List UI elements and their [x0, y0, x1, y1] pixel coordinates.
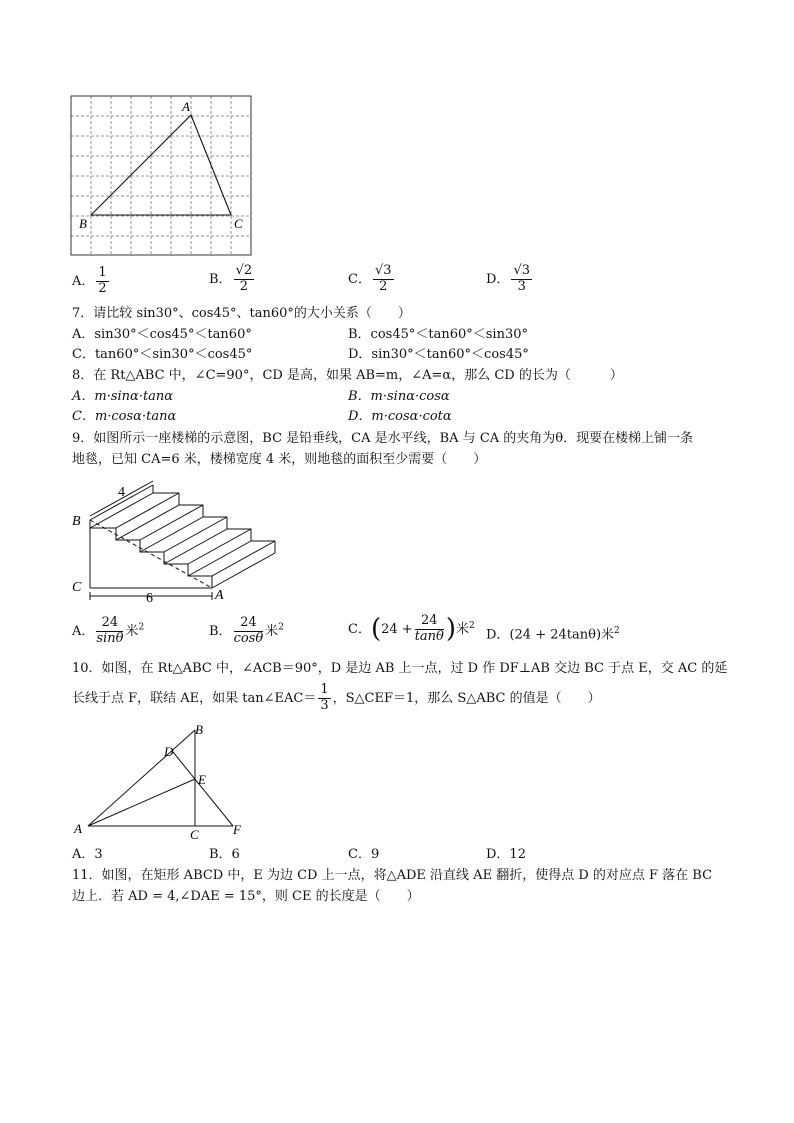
grid-label-c: C [234, 216, 243, 231]
q9-stem-line1: 9．如图所示一座楼梯的示意图，BC 是铅垂线，CA 是水平线，BA 与 CA 的夹角为θ．现要在楼梯上铺一条 [72, 431, 694, 446]
staircase-figure [70, 480, 290, 605]
grid-label-a: A [182, 99, 190, 114]
tri-label-d: D [164, 744, 174, 759]
q8-option-d[interactable]: D．m·cosα·cotα [348, 409, 452, 424]
q7-option-a[interactable]: A．sin30°＜cos45°＜tan60° [72, 327, 252, 342]
q9-option-a[interactable]: A． $\frac{24}{\sin\theta}$ 米$^2$ [72, 615, 145, 646]
stair-label-b: B [72, 514, 81, 529]
q9-stem-line2: 地毯，已知 CA=6 米，楼梯宽度 4 米，则地毯的面积至少需要（ ） [72, 452, 487, 467]
triangle-def-figure [70, 722, 260, 844]
tri-label-e: E [198, 772, 206, 787]
q6-option-c[interactable]: C． $\frac{√3}{2}$ [348, 263, 392, 294]
grid-triangle-figure [71, 96, 253, 256]
stair-label-base: 6 [146, 591, 153, 606]
q6-option-b[interactable]: B． $\frac{√2}{2}$ [209, 263, 253, 294]
q7-stem: 7．请比较 sin30°、cos45°、tan60°的大小关系（ ） [72, 306, 411, 321]
q9-option-b[interactable]: B． $\frac{24}{\cos\theta}$ 米$^2$ [209, 615, 284, 646]
q8-option-c[interactable]: C．m·cosα·tanα [72, 409, 177, 424]
q10-stem-line1: 10．如图，在 Rt△ABC 中，∠ACB＝90°，D 是边 AB 上一点，过 D 作 DF⊥AB 交边 BC 于点 E，交 AC 的延 [72, 661, 728, 676]
q8-option-b[interactable]: B．m·sinα·cosα [348, 389, 450, 404]
q7-option-c[interactable]: C．tan60°＜sin30°＜cos45° [72, 347, 253, 362]
tri-label-b: B [195, 722, 203, 737]
q10-option-c[interactable]: C．9 [348, 847, 380, 862]
q6-option-d[interactable]: D． $\frac{√3}{3}$ [486, 263, 530, 294]
q7-option-d[interactable]: D．sin30°＜tan60°＜cos45° [348, 347, 529, 362]
tri-label-a: A [74, 821, 82, 836]
tri-label-c: C [190, 827, 199, 842]
grid-label-b: B [79, 216, 87, 231]
stair-label-c: C [72, 580, 82, 595]
q9-option-c[interactable]: C．(24 + $\frac{24}{\tan\theta}$ )米$^2$ [348, 613, 475, 645]
q11-stem-line1: 11．如图，在矩形 ABCD 中，E 为边 CD 上一点，将△ADE 沿直线 AE 翻折，使得点 D 的对应点 F 落在 BC [72, 868, 713, 883]
q10-stem-line2: 长线于点 F，联结 AE，如果 tan∠EAC＝ $\frac{1}{3}$ ，S△CEF＝1，那么 S△ABC 的值是（ ） [72, 682, 601, 713]
q11-stem-line2: 边上．若 AD = 4,∠DAE = 15°，则 CE 的长度是（ ） [72, 889, 420, 904]
q10-option-a[interactable]: A．3 [72, 847, 103, 862]
q10-option-b[interactable]: B．6 [209, 847, 240, 862]
stair-label-a: A [215, 588, 224, 603]
q7-option-b[interactable]: B．cos45°＜tan60°＜sin30° [348, 327, 529, 342]
q8-stem: 8．在 Rt△ABC 中，∠C=90°，CD 是高，如果 AB=m，∠A=α，那么 CD 的长为（ ） [72, 368, 623, 383]
tri-label-f: F [233, 822, 241, 837]
q8-option-a[interactable]: A．m·sinα·tanα [72, 389, 174, 404]
stair-label-width: 4 [118, 485, 125, 500]
q6-option-a[interactable]: A． $\frac{1}{2}$ [72, 265, 107, 296]
q10-option-d[interactable]: D．12 [486, 847, 526, 862]
q9-option-d[interactable]: D．(24 + 24tanθ)米$^2$ [486, 626, 620, 643]
